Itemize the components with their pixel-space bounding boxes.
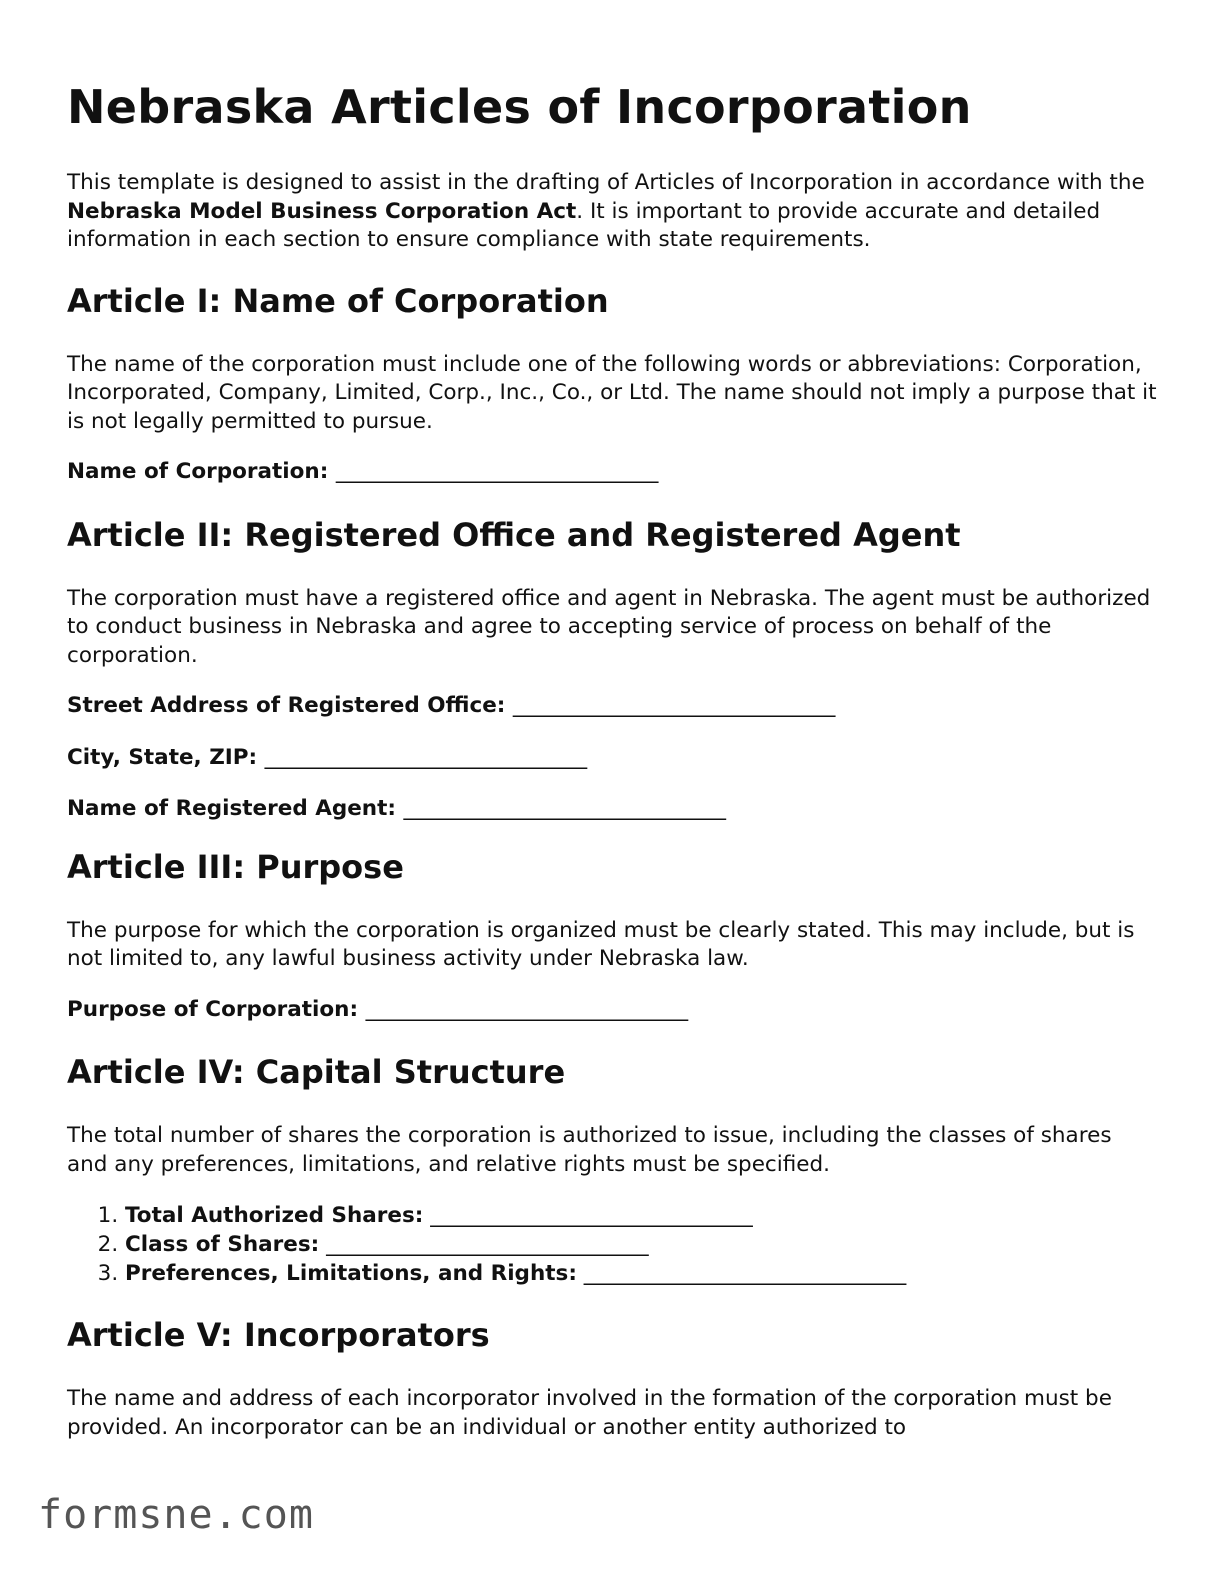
city-state-zip-label: City, State, ZIP: xyxy=(67,744,258,770)
intro-text-start: This template is designed to assist in the drafting of Articles of Incorporation in accordance with the xyxy=(67,170,1145,196)
article-3-body: The purpose for which the corporation is organized must be clearly stated. This may include, but is not limited to, any lawful business activity under Nebraska law. xyxy=(67,917,1135,972)
corporation-name-label: Name of Corporation: xyxy=(67,459,329,485)
article-4-body: The total number of shares the corporation is authorized to issue, including the classes of shares and any preferences, limitations, and relative rights must be specified. xyxy=(67,1123,1112,1177)
registered-office-address-label: Street Address of Registered Office: xyxy=(67,693,506,719)
list-item xyxy=(125,1230,1157,1259)
intro-act-name: Nebraska Model Business Corporation Act xyxy=(67,198,577,224)
city-state-zip-field xyxy=(67,744,1157,773)
registered-agent-field xyxy=(67,795,1157,824)
intro-text-end: . It is important to provide accurate and detailed information in each section to ensure compliance with state requirements. xyxy=(67,198,1101,253)
registered-agent-blank[interactable]: ______________________________ xyxy=(403,796,726,822)
corporation-purpose-blank[interactable]: ______________________________ xyxy=(365,996,689,1022)
article-4 xyxy=(67,1052,1157,1288)
intro-paragraph xyxy=(67,169,1157,255)
article-2-body: The corporation must have a registered office and agent in Nebraska. The agent must be authorized to conduct business in Nebraska and agree to accepting service of process on behalf of the corporation. xyxy=(67,585,1151,668)
article-5 xyxy=(67,1315,1157,1442)
corporation-name-field xyxy=(67,458,1157,487)
article-5-heading: Article V: Incorporators xyxy=(67,1316,490,1355)
article-5-body: The name and address of each incorporator involved in the formation of the corporation must be provided. An incorporator can be an individual or another entity authorized to xyxy=(67,1386,1112,1440)
class-of-shares-label: Class of Shares: xyxy=(125,1232,320,1258)
corporation-purpose-label: Purpose of Corporation: xyxy=(67,996,359,1022)
total-authorized-shares-label: Total Authorized Shares: xyxy=(125,1203,424,1229)
registered-office-address-blank[interactable]: ______________________________ xyxy=(512,693,836,719)
list-item xyxy=(125,1259,1157,1288)
article-4-heading: Article IV: Capital Structure xyxy=(67,1053,566,1092)
list-item xyxy=(125,1201,1157,1230)
class-of-shares-blank[interactable]: ______________________________ xyxy=(326,1232,649,1258)
total-authorized-shares-blank[interactable]: ______________________________ xyxy=(430,1203,753,1229)
document-title: Nebraska Articles of Incorporation xyxy=(67,80,972,134)
city-state-zip-blank[interactable]: ______________________________ xyxy=(264,744,588,770)
site-watermark: formsne.com xyxy=(38,1492,314,1538)
article-2-heading: Article II: Registered Office and Registered Agent xyxy=(67,515,961,554)
document-page xyxy=(67,80,1157,1464)
registered-office-address-field xyxy=(67,692,1157,721)
article-1-heading: Article I: Name of Corporation xyxy=(67,281,609,320)
preferences-limitations-rights-label: Preferences, Limitations, and Rights: xyxy=(125,1261,577,1287)
corporation-name-blank[interactable]: ______________________________ xyxy=(335,459,659,485)
article-3-heading: Article III: Purpose xyxy=(67,847,404,886)
article-1 xyxy=(67,281,1157,487)
article-3 xyxy=(67,847,1157,1025)
preferences-limitations-rights-blank[interactable]: ______________________________ xyxy=(583,1261,907,1287)
article-2 xyxy=(67,515,1157,824)
article-1-body: The name of the corporation must include one of the following words or abbreviations: Corporation, Incorporated, Company, Limited, Corp., Inc., Co., or Ltd. The name should not imply a purpose that it is not legally permitted to pursue. xyxy=(67,351,1157,434)
capital-structure-list xyxy=(67,1201,1157,1288)
registered-agent-label: Name of Registered Agent: xyxy=(67,796,396,822)
corporation-purpose-field xyxy=(67,996,1157,1025)
